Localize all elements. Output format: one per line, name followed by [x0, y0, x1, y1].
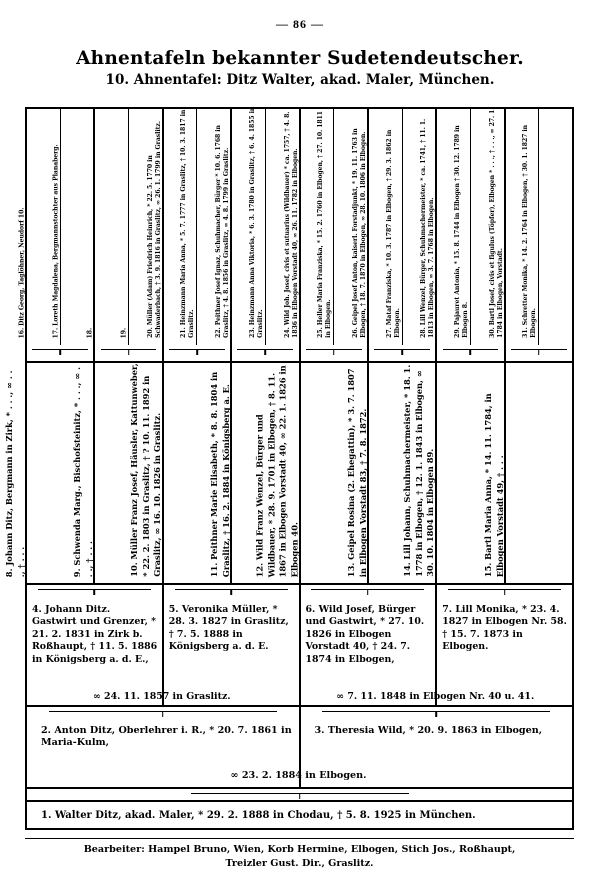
- ancestor-number-20: 20.: [146, 327, 154, 338]
- ancestor-number-24: 24.: [283, 327, 291, 338]
- ancestor-name-7: Lill Monika,: [455, 604, 519, 615]
- brace-cell: [164, 345, 232, 361]
- ancestor-number-10: 10.: [128, 562, 139, 577]
- ancestor-text-20: Müller (Adam) Friedrich Heinrich, * 22. 5. 1770 in Schwaderbach, † 3. 9. 1816 in Graslitz, ∞ 26. 1. 1799 in Graslitz.: [146, 121, 163, 338]
- brace-cell: [369, 345, 437, 361]
- ancestor-text-29: Pajauret Antonia, * 15. 8. 1744 in Elbogen † 30. 12. 1789 in Elbogen 8.: [454, 125, 470, 338]
- ancestor-number-12: 12.: [254, 562, 265, 577]
- ancestor-number-3: 3.: [314, 725, 325, 736]
- ancestor-cell-7: [437, 599, 572, 705]
- generation-2-row: [27, 719, 572, 787]
- ancestor-text-6: und Gastwirt, * 27. 10. 1826 in Elbogen Vorstadt 40, † 24. 7. 1874 in Elbogen,: [305, 616, 425, 665]
- pair-brace-icon: [32, 349, 88, 357]
- ancestor-text-28: Lill Wenzel, Bürger, Schuhmachermeister, * ca. 1741, † 11. 1. 1813 in Elbogen, ∞ 3. 7. 1768 in Elbogen.: [420, 119, 436, 338]
- ancestor-text-14: Lill Johann, Schuhmachermeister, * 18. 1. 1778 in Elbogen, † 12. 1. 1843 in Elbogen, ∞ 30. 10. 1804 in Elbogen 89.: [402, 365, 436, 577]
- pair-brace-icon: [169, 349, 225, 357]
- ancestor-text-21: Heinzmann Maria Anna, * 5. 7. 1777 in Graslitz, † 10. 3. 1817 in Graslitz.: [180, 109, 197, 338]
- brace-cell: [301, 345, 369, 361]
- ancestor-text-31: Schretter Monika, * 14. 2. 1764 in Elbogen, † 30. 1. 1827 in Elbogen.: [522, 125, 538, 338]
- ancestor-number-21: 21.: [180, 327, 188, 338]
- ancestor-number-16: 16.: [18, 327, 26, 338]
- brace-row-gen5: [27, 345, 572, 361]
- page-number: — 86 —: [276, 17, 324, 31]
- brace-cell: [232, 345, 300, 361]
- ancestor-number-25: 25.: [317, 327, 325, 338]
- ancestor-text-23: Heinzmann Anna Viktoria, * 6. 3. 1780 in Graslitz, † 6. 4. 1855 in Graslitz.: [249, 106, 265, 338]
- ancestor-number-17: 17.: [52, 327, 60, 338]
- pair-brace-icon: [175, 589, 288, 597]
- generation-4-row: [3, 361, 572, 585]
- ancestor-cell-5: [164, 599, 301, 705]
- ancestor-text-1: akad. Maler, * 29. 2. 1888 in Chodau, † 5. 8. 1925 in München.: [125, 810, 476, 821]
- ancestor-name-2: Anton Ditz,: [54, 725, 116, 736]
- ancestor-cell-3: [301, 719, 573, 787]
- brace-cell: [506, 345, 572, 361]
- ancestor-chart-frame: [3, 106, 574, 830]
- ancestor-number-27: 27.: [385, 327, 393, 338]
- pair-brace-icon: [237, 349, 293, 357]
- ancestor-number-5: 5.: [168, 604, 179, 615]
- chart-title: 10. Ahnentafel: Ditz Walter, akad. Maler, München.: [105, 72, 495, 88]
- ancestor-name-3: Theresia Wild,: [327, 725, 406, 736]
- ancestor-text-16: Ditz Georg, Taglöhner, Neudorf 10.: [18, 207, 26, 326]
- pair-brace-icon: [101, 349, 157, 357]
- ancestor-text-25: Heller Maria Franziska, * 15. 2. 1760 in Elbogen, † 27. 10. 1811 in Elbogen.: [317, 111, 333, 338]
- ancestor-text-5: * 28. 3. 1827 in Graslitz, † 7. 5. 1888 in Königsberg a. d. E.: [168, 604, 289, 653]
- ancestor-text-24: Wild Joh. Josef, civis et sutuarius (Wildbauer) * ca. 1757, † 4. 8. 1836 in Elbogen Vorstadt 40, ∞ 26. 11. 1782 in Elbogen.: [283, 111, 300, 338]
- ancestor-cell-1: [27, 800, 572, 830]
- ancestor-name-5: Veronika Müller,: [181, 604, 270, 615]
- ancestor-number-8: 8.: [3, 568, 14, 577]
- marriage-2-3: ∞ 23. 2. 1884 in Elbogen.: [230, 769, 367, 781]
- pair-brace-icon: [38, 589, 151, 597]
- ancestor-name-6: Wild Josef, Bürger: [318, 604, 416, 615]
- ancestor-text-10: Müller Franz Josef, Häusler, Kattunweber, * 22. 2. 1803 in Graslitz, † ? 10. 11. 1892 in Graslitz, ∞ 16. 10. 1826 in Graslitz.: [128, 363, 163, 577]
- ancestor-text-26: Geipel Josef Anton, kaiserl. Forstadjunkt, * 19. 11. 1763 in Elbogen, † 18. 7. 1870 in Elbogen, ∞ 28. 10. 1806 in Elbogen.: [352, 128, 368, 338]
- ancestor-number-11: 11.: [208, 562, 219, 577]
- ancestor-number-4: 4.: [32, 604, 42, 615]
- ancestor-number-19: 19.: [120, 327, 128, 338]
- ancestor-number-15: 15.: [482, 562, 493, 577]
- ancestor-number-18: 18.: [86, 327, 94, 338]
- ancestor-number-23: 23.: [249, 327, 256, 338]
- pair-brace-icon: [511, 349, 567, 357]
- ancestor-text-9: Schwenda Marg., Bischofsteinitz, * . . ., ∞ . . ., † . . .: [72, 366, 94, 577]
- ancestor-number-6: 6.: [305, 604, 316, 615]
- ancestor-text-27: Mataf Franziska, * 10. 3. 1787 in Elbogen, † 29. 3. 1862 in Elbogen.: [385, 129, 402, 338]
- series-title: Ahnentafeln bekannter Sudetendeutscher.: [76, 48, 524, 69]
- ancestor-number-26: 26.: [352, 327, 360, 338]
- ancestor-text-11: Peithner Marie Elisabeth, * 8. 8. 1804 in Graslitz, † 16. 2. 1884 in Königsberg a. E.: [208, 371, 231, 577]
- footer-divider: [25, 838, 574, 839]
- pair-brace-icon: [311, 589, 424, 597]
- ancestor-number-7: 7.: [442, 604, 453, 615]
- editors-line-2: Treizler Gust. Dir., Graslitz.: [225, 857, 374, 869]
- ancestor-text-15: Bartl Maria Anna, * 14. 11. 1784, in Elbogen Vorstadt 49, † . . .: [482, 393, 505, 577]
- pair-brace-icon: [306, 349, 362, 357]
- marriage-6-7: ∞ 7. 11. 1848 in Elbogen Nr. 40 u. 41.: [336, 690, 535, 702]
- ancestor-text-3: * 20. 9. 1863 in Elbogen,: [409, 725, 543, 736]
- generation-3-row: [27, 599, 572, 705]
- brace-cell: [27, 345, 95, 361]
- ancestor-name-4: Johann Ditz.: [45, 604, 111, 615]
- ancestor-text-17: Loreth Magdalena, Bergmannstochter aus Planaberg.: [52, 144, 60, 326]
- pair-brace-icon: [443, 349, 499, 357]
- ancestor-text-13: Geipel Rosina (2. Ehegattin), * 3. 7. 1807 in Elbogen Vorstadt 83, † 7. 8. 1872.: [345, 368, 368, 577]
- ancestor-text-12: Wild Franz Wenzel, Bürger und Wildbauer, * 28. 9. 1701 in Elbogen, † 8. 11. 1867 in Elbogen Vorstadt 40, ∞ 22. 1. 1826 in Elbogen 40.: [254, 364, 299, 577]
- editors-line-1: Bearbeiter: Hampel Bruno, Wien, Korb Hermine, Elbogen, Stich Jos., Roßhaupt,: [83, 844, 516, 855]
- ancestor-cell-15: [482, 363, 572, 585]
- ancestor-text-8: Johann Ditz, Bergmann in Zirk, * . . ., ∞ . . ., † . . .: [3, 370, 26, 577]
- ancestor-number-1: 1.: [41, 810, 52, 821]
- ancestor-name-1: Walter Ditz,: [54, 810, 122, 821]
- ancestor-text-7: * 23. 4. 1827 in Elbogen Nr. 58. † 15. 7. 1873 in Elbogen.: [442, 604, 567, 653]
- pair-brace-icon: [448, 589, 561, 597]
- pair-brace-icon: [374, 349, 430, 357]
- generation-5-row: [18, 106, 572, 345]
- ancestor-text-22: Peithner Josef Ignaz, Schuhmacher, Bürger * 10. 6. 1768 in Graslitz, † 4. 8. 1856 in Graslitz, ∞ 4. 8. 1799 in Graslitz.: [215, 125, 231, 338]
- ancestor-number-14: 14.: [402, 562, 413, 577]
- ancestor-number-30: 30.: [488, 327, 496, 338]
- ancestor-text-30: Bartl Josef, civis et figulus (Töpfer), Elbogen * . . ., † . . ., ∞ 27. 1. 1784 in Elbogen, Vorstadt.: [488, 107, 505, 338]
- ancestor-text-4: Gastwirt und Grenzer, * 21. 2. 1831 in Zirk b. Roßhaupt, † 11. 5. 1886 in Königsberg a. d. E.,: [32, 616, 158, 665]
- pair-brace-icon: [49, 711, 277, 719]
- pair-brace-icon: [322, 711, 550, 719]
- brace-cell: [95, 345, 163, 361]
- ancestor-number-13: 13.: [345, 562, 356, 577]
- marriage-4-5: ∞ 24. 11. 1857 in Graslitz.: [92, 690, 231, 702]
- brace-cell: [437, 345, 505, 361]
- ancestor-number-9: 9.: [72, 568, 83, 577]
- editors-credit: [25, 843, 574, 870]
- ancestor-number-28: 28.: [420, 327, 428, 338]
- ancestor-number-22: 22.: [215, 327, 223, 338]
- ancestor-cell-31: [522, 109, 572, 345]
- ancestor-number-2: 2.: [41, 725, 52, 736]
- ancestor-number-29: 29.: [454, 327, 462, 338]
- ancestor-number-31: 31.: [522, 327, 530, 338]
- ancestor-text-2: Oberlehrer i. R., * 20. 7. 1861 in Maria-Kulm,: [41, 725, 292, 749]
